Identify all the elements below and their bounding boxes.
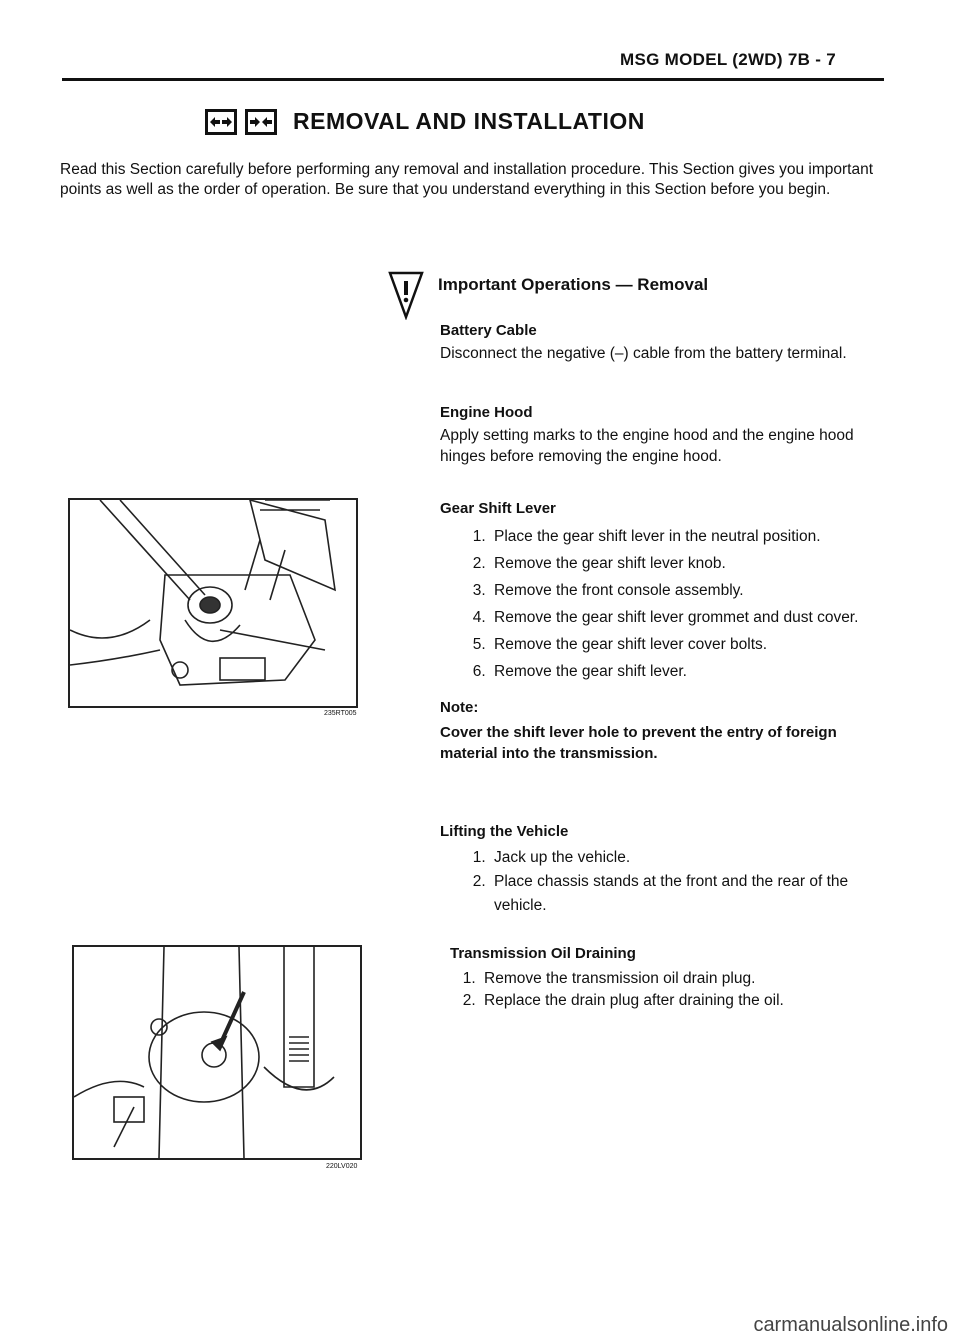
warning-triangle-icon (388, 270, 424, 325)
gear-shift-steps (440, 523, 890, 685)
engine-hood-block (440, 404, 880, 467)
list-item: 5. Remove the gear shift lever cover bolts. (490, 631, 890, 658)
oil-draining-title: Transmission Oil Draining (450, 945, 636, 962)
list-item: 1. Jack up the vehicle. (490, 846, 890, 870)
watermark: carmanualsonline.info (753, 1314, 948, 1336)
list-item: 1. Place the gear shift lever in the neutral position. (490, 523, 890, 550)
gear-shift-block (440, 500, 890, 764)
list-item: 2. Remove the gear shift lever knob. (490, 550, 890, 577)
figure-2-code: 220LV020 (326, 1163, 358, 1170)
battery-cable-block (440, 322, 880, 364)
section-title-row (205, 108, 645, 135)
intro-paragraph: Read this Section carefully before performing any removal and installation procedure. This Section gives you important points as well as the order of operation. Be sure that you understand everything in this Section before you begin. (60, 161, 874, 198)
list-item: 2. Place chassis stands at the front and the rear of the vehicle. (490, 870, 890, 918)
lifting-block (440, 823, 890, 918)
battery-cable-title: Battery Cable (440, 322, 537, 339)
note-label: Note: (440, 699, 479, 716)
engine-hood-title: Engine Hood (440, 404, 533, 421)
oil-draining-steps (450, 968, 890, 1012)
list-item: 4. Remove the gear shift lever grommet and dust cover. (490, 604, 890, 631)
battery-cable-text: Disconnect the negative (–) cable from the battery terminal. (440, 345, 847, 362)
header-rule (62, 78, 884, 81)
section-title: REMOVAL AND INSTALLATION (293, 108, 645, 134)
list-item: 1. Remove the transmission oil drain plug. (480, 968, 890, 990)
installation-arrows-icon (245, 109, 277, 135)
important-operations-heading: Important Operations — Removal (438, 275, 709, 294)
gear-shift-figure (68, 498, 358, 708)
lifting-steps (440, 846, 890, 918)
oil-drain-figure (72, 945, 362, 1160)
removal-arrows-icon (205, 109, 237, 135)
figure-1-code: 235RT005 (324, 710, 357, 717)
lifting-title: Lifting the Vehicle (440, 823, 569, 840)
list-item: 3. Remove the front console assembly. (490, 577, 890, 604)
list-item: 6. Remove the gear shift lever. (490, 658, 890, 685)
oil-draining-block (450, 945, 890, 1012)
engine-hood-text: Apply setting marks to the engine hood and the engine hood hinges before removing the engine hood. (440, 427, 854, 465)
page-header: MSG MODEL (2WD) 7B - 7 (620, 50, 836, 69)
list-item: 2. Replace the drain plug after draining the oil. (480, 990, 890, 1012)
gear-shift-title: Gear Shift Lever (440, 500, 556, 517)
note-text: Cover the shift lever hole to prevent the entry of foreign material into the transmission. (440, 724, 837, 762)
